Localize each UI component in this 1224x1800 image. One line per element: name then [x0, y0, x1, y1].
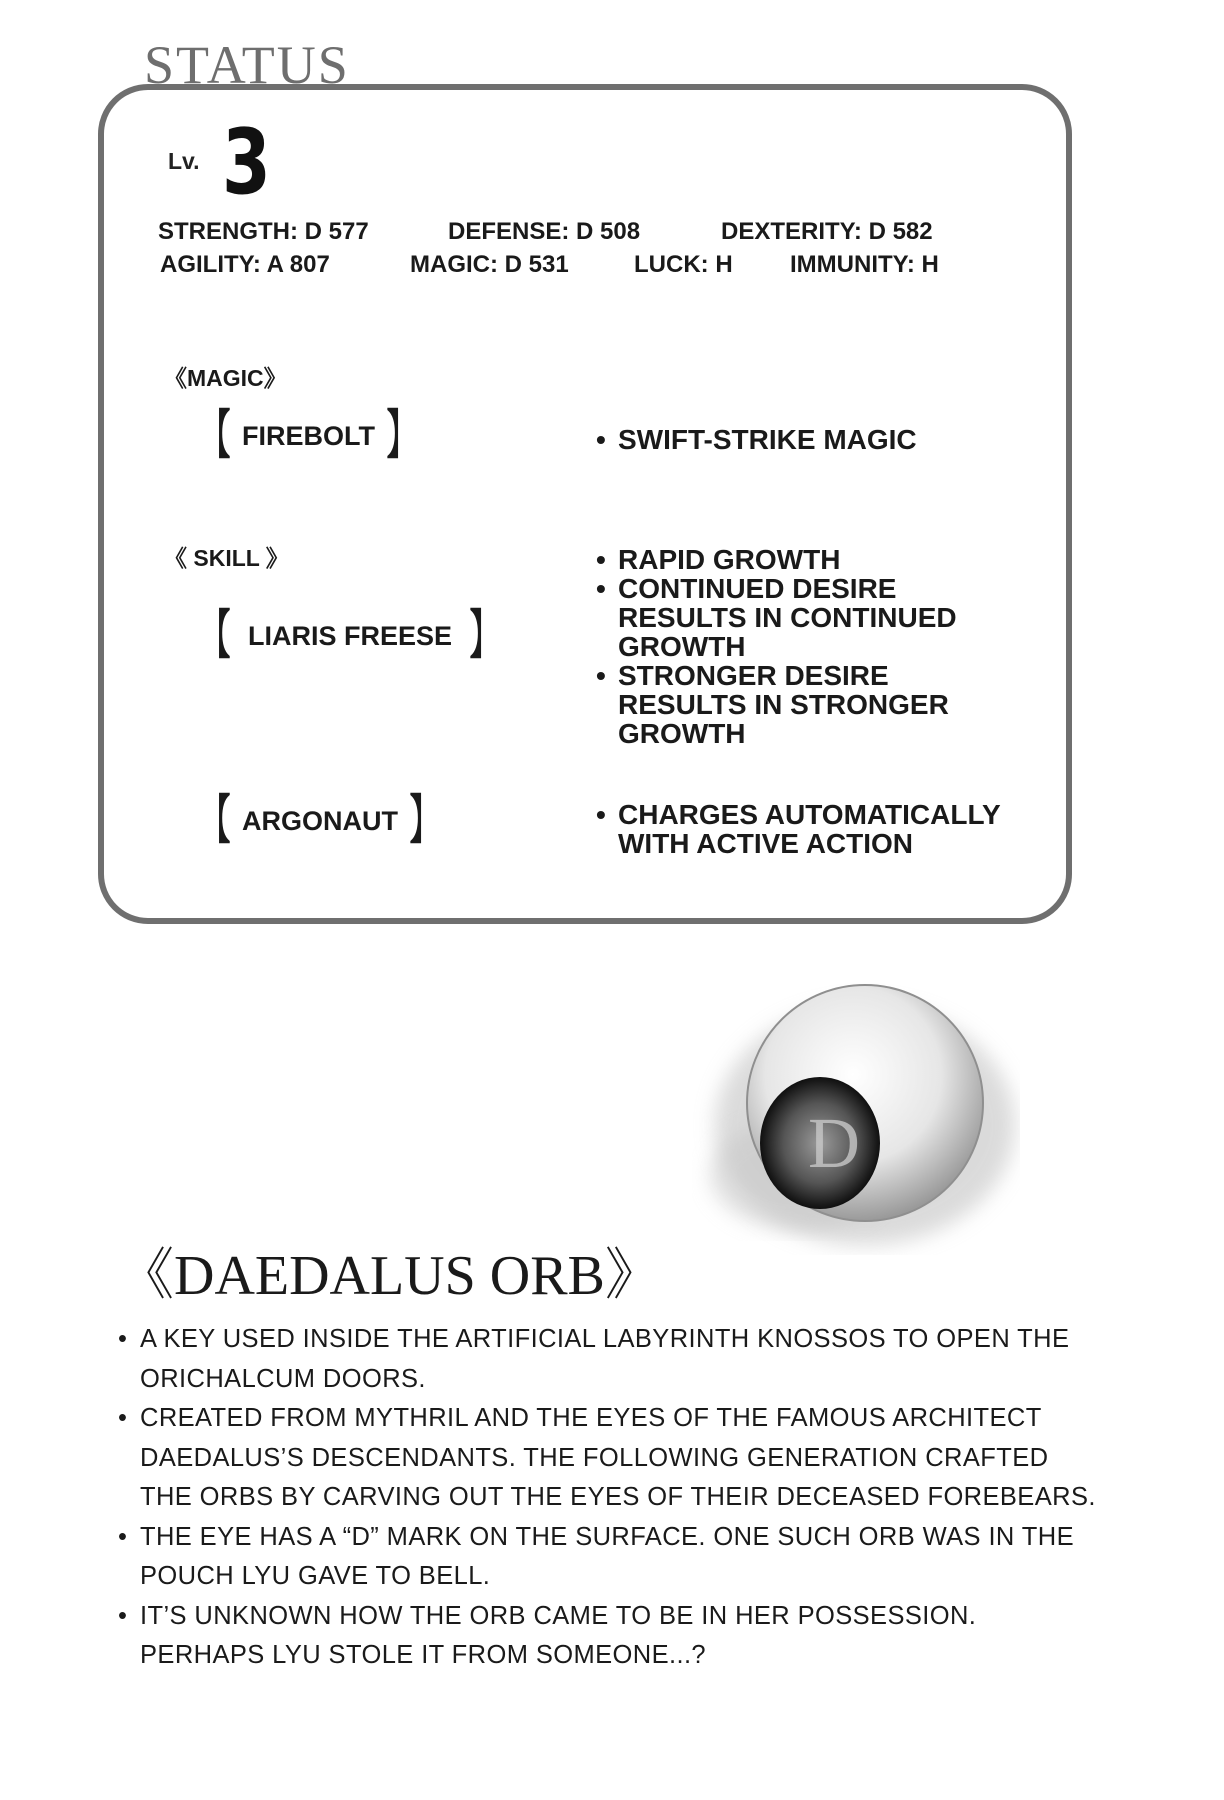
effect-item: • CONTINUED DESIRE RESULTS IN CONTINUED GROWTH	[596, 574, 1016, 661]
skill-liaris-freese-effects	[596, 545, 1016, 748]
orb-bullet: • CREATED FROM MYTHRIL AND THE EYES OF THE FAMOUS ARCHITECT DAEDALUS’S DESCENDANTS. THE FOLLOWING GENERATION CRAFTED THE ORBS BY CARVING OUT THE EYES OF THEIR DECEASED FOREBEARS.	[118, 1399, 1098, 1518]
daedalus-orb-illustration	[690, 975, 1020, 1255]
bracket-close: 】	[469, 607, 499, 665]
orb-eye-icon	[690, 975, 1020, 1255]
stat-strength: STRENGTH: D 577	[158, 218, 369, 245]
status-title: STATUS	[144, 35, 350, 95]
orb-bullet: • THE EYE HAS A “D” MARK ON THE SURFACE. ONE SUCH ORB WAS IN THE POUCH LYU GAVE TO BELL.	[118, 1518, 1098, 1597]
level-value: 3	[222, 110, 271, 215]
effect-item: • STRONGER DESIRE RESULTS IN STRONGER GROWTH	[596, 661, 1016, 748]
stat-agility: AGILITY: A 807	[160, 251, 330, 278]
bracket-open: 【	[201, 792, 231, 850]
magic-heading: 《MAGIC》	[164, 365, 287, 391]
stat-immunity: IMMUNITY: H	[790, 251, 939, 278]
magic-firebolt-effects	[596, 425, 1056, 454]
bracket-open: 【	[201, 407, 231, 465]
magic-firebolt-name	[190, 407, 427, 465]
skill-name: LIARIS FREESE	[248, 620, 453, 651]
eye-d-mark: D	[808, 1103, 860, 1183]
bracket-open: 【	[201, 607, 231, 665]
stat-magic: MAGIC: D 531	[410, 251, 569, 278]
orb-bullet: • A KEY USED INSIDE THE ARTIFICIAL LABYRINTH KNOSSOS TO OPEN THE ORICHALCUM DOORS.	[118, 1320, 1098, 1399]
skill-argonaut-name	[190, 792, 450, 850]
skill-heading: 《 SKILL 》	[164, 545, 289, 571]
effect-item: • RAPID GROWTH	[596, 545, 1016, 574]
bracket-close: 】	[409, 792, 439, 850]
orb-bullet: • IT’S UNKNOWN HOW THE ORB CAME TO BE IN HER POSSESSION. PERHAPS LYU STOLE IT FROM SOMEONE...?	[118, 1597, 1098, 1676]
stat-defense: DEFENSE: D 508	[448, 218, 641, 245]
daedalus-orb-description	[118, 1320, 1098, 1676]
stat-luck: LUCK: H	[634, 251, 733, 278]
skill-name: ARGONAUT	[242, 805, 399, 836]
bracket-close: 】	[386, 407, 416, 465]
stat-dexterity: DEXTERITY: D 582	[721, 218, 933, 245]
magic-name: FIREBOLT	[242, 420, 375, 451]
daedalus-orb-title: 《DAEDALUS ORB》	[118, 1245, 661, 1307]
skill-argonaut-effects	[596, 800, 1056, 858]
effect-item: • SWIFT-STRIKE MAGIC	[596, 425, 1056, 454]
effect-item: • CHARGES AUTOMATICALLY WITH ACTIVE ACTION	[596, 800, 1056, 858]
level-label: Lv.	[168, 148, 200, 174]
skill-liaris-freese-name	[190, 607, 510, 665]
